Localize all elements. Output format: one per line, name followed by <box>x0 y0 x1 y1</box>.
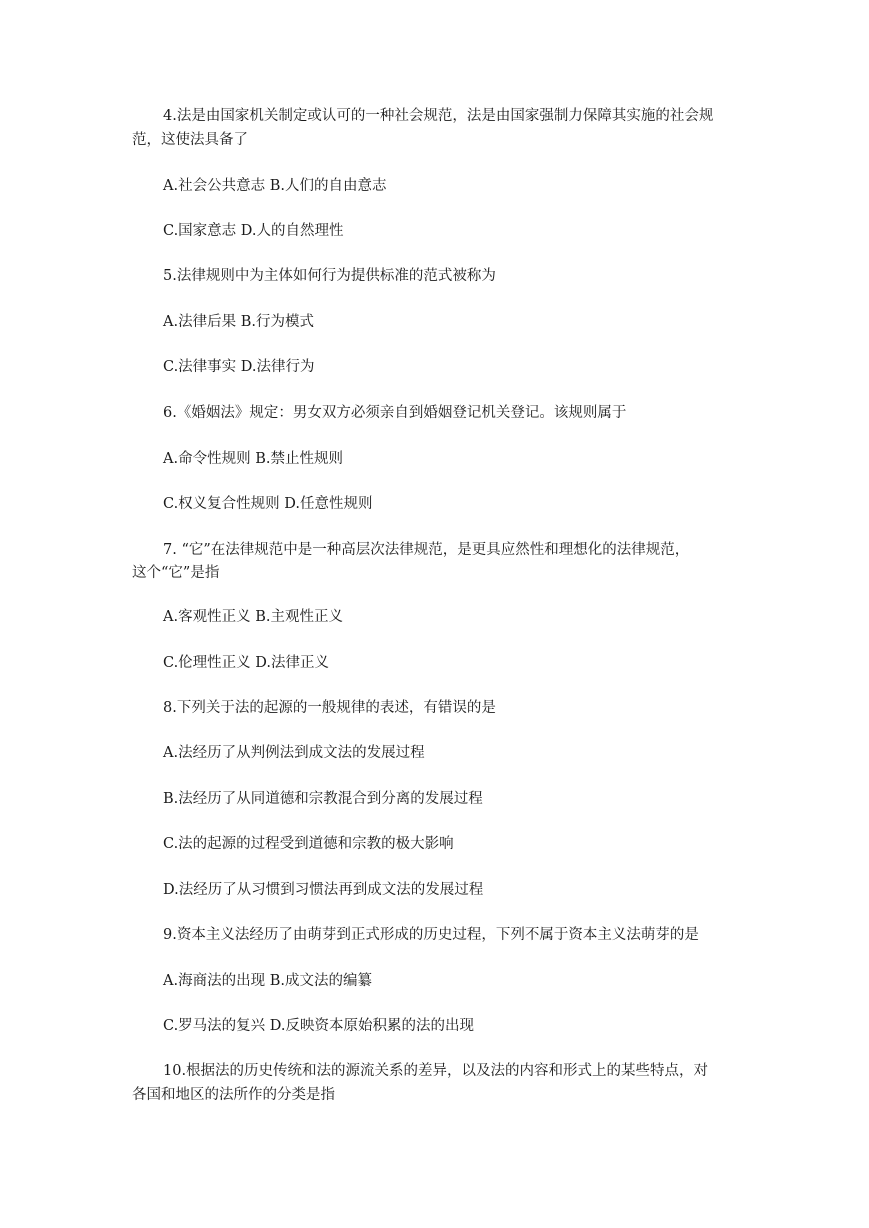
q7-options-ab: A.客观性正义 B.主观性正义 <box>163 609 343 625</box>
q9-stem: 9.资本主义法经历了由萌芽到正式形成的历史过程，下列不属于资本主义法萌芽的是 <box>163 927 699 943</box>
q7-stem-line2: 这个“它”是指 <box>132 565 220 581</box>
q9-options-ab: A.海商法的出现 B.成文法的编纂 <box>163 973 372 989</box>
q4-options-ab: A.社会公共意志 B.人们的自由意志 <box>163 178 387 194</box>
q4-stem-line2: 范，这使法具备了 <box>132 132 248 148</box>
q5-options-cd: C.法律事实 D.法律行为 <box>163 359 315 375</box>
q8-option-a: A.法经历了从判例法到成文法的发展过程 <box>163 745 425 761</box>
q4-options-cd: C.国家意志 D.人的自然理性 <box>163 223 344 239</box>
q8-stem: 8.下列关于法的起源的一般规律的表述，有错误的是 <box>163 700 496 716</box>
q6-options-ab: A.命令性规则 B.禁止性规则 <box>163 451 343 467</box>
q8-option-d: D.法经历了从习惯到习惯法再到成文法的发展过程 <box>163 882 484 898</box>
q5-stem: 5.法律规则中为主体如何行为提供标准的范式被称为 <box>163 268 496 284</box>
q4-stem-line1: 4.法是由国家机关制定或认可的一种社会规范，法是由国家强制力保障其实施的社会规 <box>163 108 714 124</box>
q8-option-b: B.法经历了从同道德和宗教混合到分离的发展过程 <box>163 791 483 807</box>
q6-options-cd: C.权义复合性规则 D.任意性规则 <box>163 496 373 512</box>
q10-stem-line1: 10.根据法的历史传统和法的源流关系的差异，以及法的内容和形式上的某些特点，对 <box>163 1063 709 1079</box>
q7-options-cd: C.伦理性正义 D.法律正义 <box>163 655 330 671</box>
q10-stem-line2: 各国和地区的法所作的分类是指 <box>132 1087 335 1103</box>
q5-options-ab: A.法律后果 B.行为模式 <box>163 314 314 330</box>
q7-stem-line1: 7. “它”在法律规范中是一种高层次法律规范，是更具应然性和理想化的法律规范， <box>163 542 690 558</box>
q9-options-cd: C.罗马法的复兴 D.反映资本原始积累的法的出现 <box>163 1018 475 1034</box>
q6-stem: 6.《婚姻法》规定：男女双方必须亲自到婚姻登记机关登记。该规则属于 <box>163 405 627 421</box>
q8-option-c: C.法的起源的过程受到道德和宗教的极大影响 <box>163 836 454 852</box>
